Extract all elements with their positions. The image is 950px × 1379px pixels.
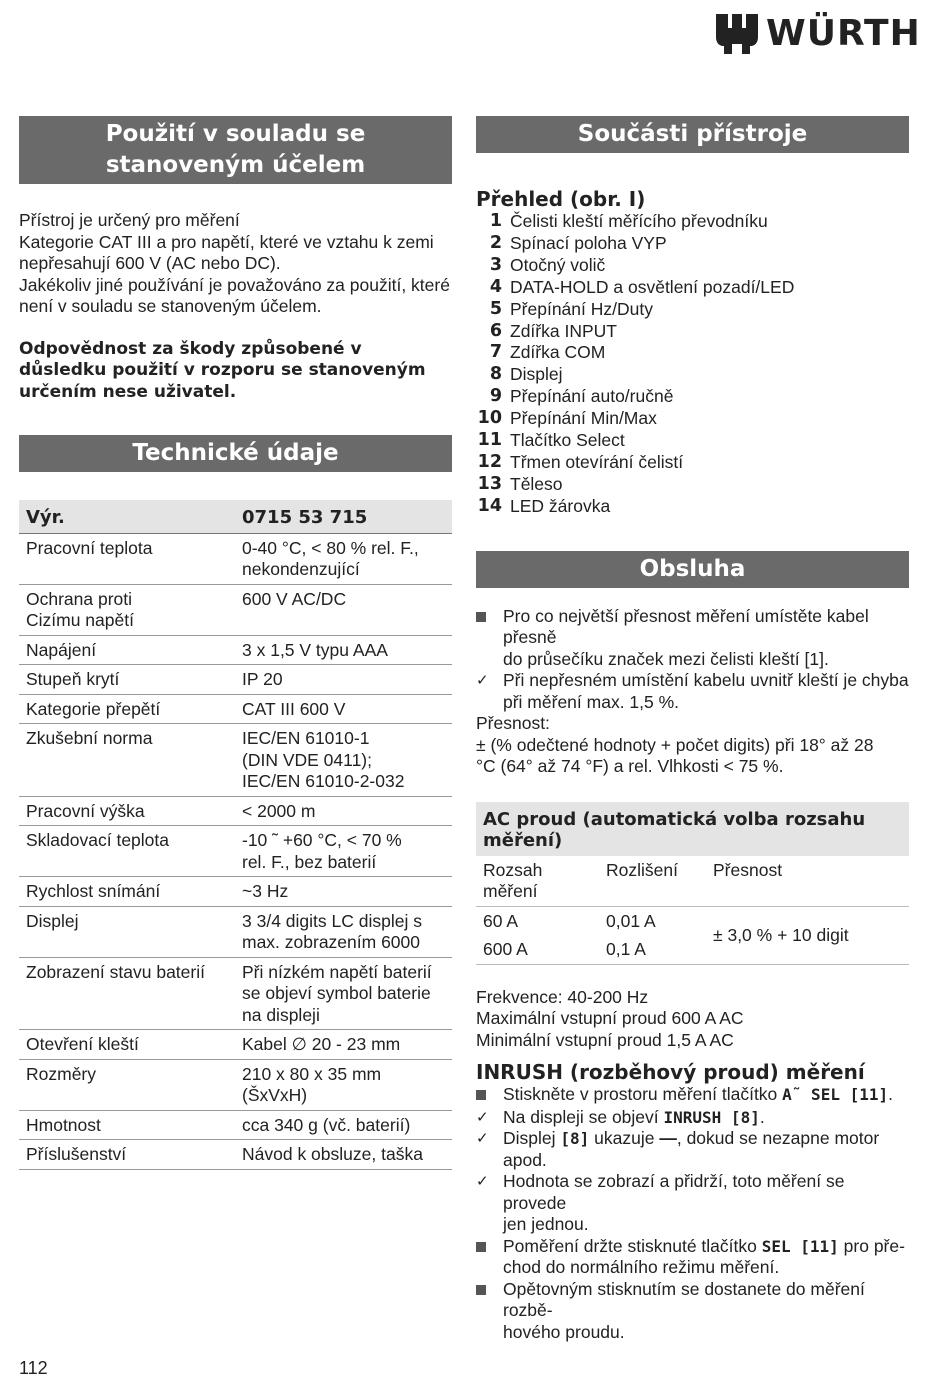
use-line: není v souladu se stanoveným účelem. — [19, 296, 322, 316]
spec-value: 3 x 1,5 V typu AAA — [242, 639, 388, 660]
max-current-line: Maximální vstupní proud 600 A AC — [476, 1008, 744, 1029]
spec-row — [19, 826, 452, 877]
left-column — [19, 116, 452, 1170]
spec-key: Rozměry — [26, 1063, 97, 1084]
part-number: 10 — [477, 408, 502, 429]
spec-value: ~3 Hz — [242, 881, 289, 901]
spec-row — [19, 1110, 452, 1140]
spec-value: na displeji — [242, 1004, 320, 1025]
accuracy-text: ± (% odečtené hodnoty + počet digits) při 18° až 28 — [476, 734, 874, 755]
list-item — [476, 474, 909, 496]
item-line: do průsečíku značek mezi čelisti kleští [1]. — [503, 648, 829, 669]
right-column — [476, 116, 909, 1343]
list-item — [476, 277, 909, 299]
part-label: Přepínání auto/ručně — [510, 386, 674, 407]
key-label: SEL [11] — [761, 1236, 839, 1256]
spec-value: < 2000 m — [242, 800, 316, 821]
column-header: Rozsah — [483, 859, 543, 880]
spec-value: se objeví symbol baterie — [242, 983, 431, 1003]
spec-row — [19, 635, 452, 665]
list-item — [476, 233, 909, 255]
accuracy-cell: ± 3,0 % + 10 digit — [706, 906, 909, 964]
spec-row — [19, 957, 452, 1030]
part-label: Otočný volič — [510, 254, 606, 275]
checkmark-icon: ✓ — [476, 671, 489, 690]
spec-value: cca 340 g (vč. baterií) — [242, 1114, 411, 1135]
spec-value: IP 20 — [242, 669, 283, 689]
table-row — [476, 906, 909, 935]
list-item — [476, 255, 909, 277]
spec-value: CAT III 600 V — [242, 698, 346, 719]
ac-header-row — [476, 856, 909, 907]
spec-value: 0-40 °C, < 80 % rel. F., — [242, 537, 419, 558]
spec-value: IEC/EN 61010-2-032 — [242, 771, 405, 791]
checkmark-icon: ✓ — [476, 1107, 489, 1126]
bullet-square-icon — [476, 1084, 503, 1107]
list-item — [476, 342, 909, 364]
part-label: Zdířka INPUT — [510, 320, 617, 341]
part-label: Třmen otevírání čelistí — [510, 451, 684, 472]
part-label: Těleso — [510, 473, 563, 494]
part-number: 14 — [477, 495, 502, 516]
spec-key: Rychlost snímání — [26, 881, 161, 901]
accuracy-label: Přesnost: — [476, 713, 550, 734]
part-label: Čelisti kleští měřícího převodníku — [510, 211, 768, 231]
list-item — [476, 321, 909, 343]
list-item: ✓ Na displeji se objeví INRUSH [8]. — [476, 1106, 765, 1127]
part-label: DATA-HOLD a osvětlení pozadí/LED — [510, 276, 795, 297]
spec-row — [19, 584, 452, 635]
list-item: Opětovným stisknutím se dostanete do měření rozbě- hového proudu. — [476, 1279, 909, 1344]
list-item — [476, 211, 909, 233]
spec-key: Pracovní teplota — [26, 537, 153, 558]
spec-head-value: 0715 53 715 — [235, 500, 452, 533]
part-number: 3 — [489, 254, 502, 275]
list-item — [476, 299, 909, 321]
spec-value: Návod k obsluze, taška — [242, 1144, 423, 1164]
inrush-list — [476, 1084, 909, 1343]
spec-row — [19, 877, 452, 907]
use-line: Kategorie CAT III a pro napětí, které ve vztahu k zemi — [19, 231, 434, 252]
wurth-emblem-icon — [716, 14, 758, 54]
use-title: Použití v souladu se stanoveným účelem — [19, 116, 452, 184]
part-label: Tlačítko Select — [510, 430, 625, 451]
use-text — [19, 210, 452, 318]
part-number: 7 — [489, 342, 502, 363]
inrush-heading: INRUSH (rozběhový proud) měření — [476, 1060, 865, 1085]
ac-title: měření) — [483, 830, 563, 852]
range-cell: 600 A — [476, 935, 599, 964]
part-label: Přepínání Hz/Duty — [510, 298, 653, 319]
spec-value: (ŠxVxH) — [242, 1085, 308, 1105]
liability-note — [19, 339, 452, 404]
part-label: Přepínání Min/Max — [510, 408, 657, 429]
spec-value: Při nízkém napětí baterií — [242, 961, 432, 982]
part-number: 11 — [477, 430, 502, 451]
list-item: ✓ Hodnota se zobrazí a přidrží, toto měření se provede jen jednou. — [476, 1171, 845, 1235]
use-line: Jakékoliv jiné používání je považováno za použití, které — [19, 274, 450, 295]
part-label: Displej — [510, 364, 563, 385]
item-line: Pro co největší přesnost měření umístěte kabel přesně — [503, 605, 869, 648]
spec-key: Stupeň krytí — [26, 669, 120, 689]
bullet-square-icon — [476, 1279, 503, 1344]
spec-key: Napájení — [26, 639, 97, 660]
spec-key: Hmotnost — [26, 1114, 101, 1135]
ac-title: AC proud (automatická volba rozsahu — [483, 808, 866, 830]
spec-key: Displej — [26, 910, 79, 931]
parts-list — [476, 211, 909, 518]
list-item — [476, 408, 909, 430]
spec-value: Kabel ∅ 20 - 23 mm — [242, 1034, 401, 1054]
item-line: Při nepřesném umístění kabelu uvnitř kleští je chyba — [503, 670, 909, 691]
part-number: 8 — [489, 364, 502, 385]
spec-row — [19, 694, 452, 724]
liability-line: důsledku použití v rozporu se stanoveným — [19, 360, 426, 380]
spec-key: Zkušební norma — [26, 728, 153, 748]
spec-value: max. zobrazením 6000 — [242, 932, 421, 952]
part-number: 4 — [489, 276, 502, 297]
spec-value: 3 3/4 digits LC displej s — [242, 910, 422, 931]
spec-key: Otevření kleští — [26, 1034, 139, 1054]
part-label: Zdířka COM — [510, 342, 606, 363]
brand-name: WÜRTH — [766, 13, 921, 54]
key-label: INRUSH [8] — [663, 1107, 760, 1127]
spec-key: Pracovní výška — [26, 800, 145, 821]
spec-value: (DIN VDE 0411); — [242, 749, 372, 770]
tech-title: Technické údaje — [19, 435, 452, 472]
part-number: 13 — [477, 473, 502, 494]
dash-symbol: — — [659, 1128, 677, 1149]
overview-heading: Přehled (obr. I) — [476, 187, 646, 211]
item-line: při měření max. 1,5 %. — [503, 691, 680, 712]
spec-key: Zobrazení stavu baterií — [26, 961, 205, 982]
checkmark-icon: ✓ — [476, 1129, 489, 1148]
part-number: 12 — [477, 451, 502, 472]
page-number: 112 — [19, 1358, 48, 1378]
bullet-square-icon — [476, 1236, 503, 1279]
bullet-square-icon — [476, 606, 503, 671]
list-item — [476, 452, 909, 474]
spec-value: 210 x 80 x 35 mm — [242, 1063, 382, 1084]
spec-value: -10 ˜ +60 °C, < 70 % — [242, 830, 402, 850]
part-number: 9 — [489, 386, 502, 407]
spec-head-row — [19, 500, 452, 533]
key-label: [8] — [560, 1129, 590, 1149]
part-number: 6 — [489, 320, 502, 341]
column-header: Rozlišení — [599, 856, 706, 907]
column-header: Přesnost — [706, 856, 909, 907]
key-label: A˜ SEL [11] — [782, 1085, 889, 1105]
ac-current-table — [476, 802, 909, 965]
list-item — [476, 430, 909, 452]
use-line: nepřesahují 600 V (AC nebo DC). — [19, 253, 281, 273]
list-item — [476, 670, 909, 713]
range-cell: 60 A — [483, 910, 519, 931]
list-item: Poměření držte stisknuté tlačítko SEL [11] pro pře- chod do normálního režimu měření. — [476, 1236, 909, 1279]
list-item — [476, 606, 909, 671]
ac-title-row — [476, 802, 909, 856]
spec-row — [19, 1140, 452, 1170]
accuracy-text: °C (64° až 74 °F) a rel. Vlhkosti < 75 %. — [476, 756, 784, 777]
spec-key: Cizímu napětí — [26, 610, 134, 630]
list-item — [476, 364, 909, 386]
parts-title: Součásti přístroje — [476, 116, 909, 153]
part-label: Spínací poloha VYP — [510, 232, 667, 253]
spec-row — [19, 906, 452, 957]
list-item: ✓ Displej [8] ukazuje —, dokud se nezapne motor apod. — [476, 1128, 880, 1170]
list-item — [476, 386, 909, 408]
part-number: 1 — [489, 211, 502, 231]
spec-head-key: Výr. — [19, 500, 235, 533]
spec-key: Ochrana proti — [26, 588, 133, 609]
column-header: měření — [483, 881, 538, 902]
operation-title: Obsluha — [476, 551, 909, 588]
wurth-logo — [716, 12, 921, 56]
part-number: 5 — [489, 298, 502, 319]
list-item: Stiskněte v prostoru měření tlačítko A˜ SEL [11]. — [476, 1084, 909, 1107]
frequency-line: Frekvence: 40-200 Hz — [476, 986, 649, 1007]
spec-value: nekondenzující — [242, 559, 360, 579]
spec-key: Kategorie přepětí — [26, 698, 161, 719]
liability-line: určením nese uživatel. — [19, 381, 237, 402]
resolution-cell: 0,1 A — [599, 935, 706, 964]
spec-value: 600 V AC/DC — [242, 588, 347, 609]
list-item — [476, 496, 909, 518]
spec-table — [19, 500, 452, 1170]
spec-key: Příslušenství — [26, 1144, 127, 1164]
use-line: Přístroj je určený pro měření — [19, 210, 240, 230]
liability-line: Odpovědnost za škody způsobené v — [19, 338, 362, 359]
resolution-cell: 0,01 A — [606, 910, 656, 931]
min-current-line: Minimální vstupní proud 1,5 A AC — [476, 1029, 734, 1050]
checkmark-icon: ✓ — [476, 1172, 489, 1191]
part-number: 2 — [489, 232, 502, 253]
part-label: LED žárovka — [510, 495, 611, 516]
spec-row — [19, 724, 452, 797]
spec-value: IEC/EN 61010-1 — [242, 728, 370, 748]
spec-row — [19, 665, 452, 695]
spec-key: Skladovací teplota — [26, 830, 170, 850]
spec-row — [19, 1059, 452, 1110]
spec-row — [19, 796, 452, 826]
spec-row — [19, 533, 452, 584]
spec-value: rel. F., bez baterií — [242, 851, 377, 872]
spec-row — [19, 1030, 452, 1060]
